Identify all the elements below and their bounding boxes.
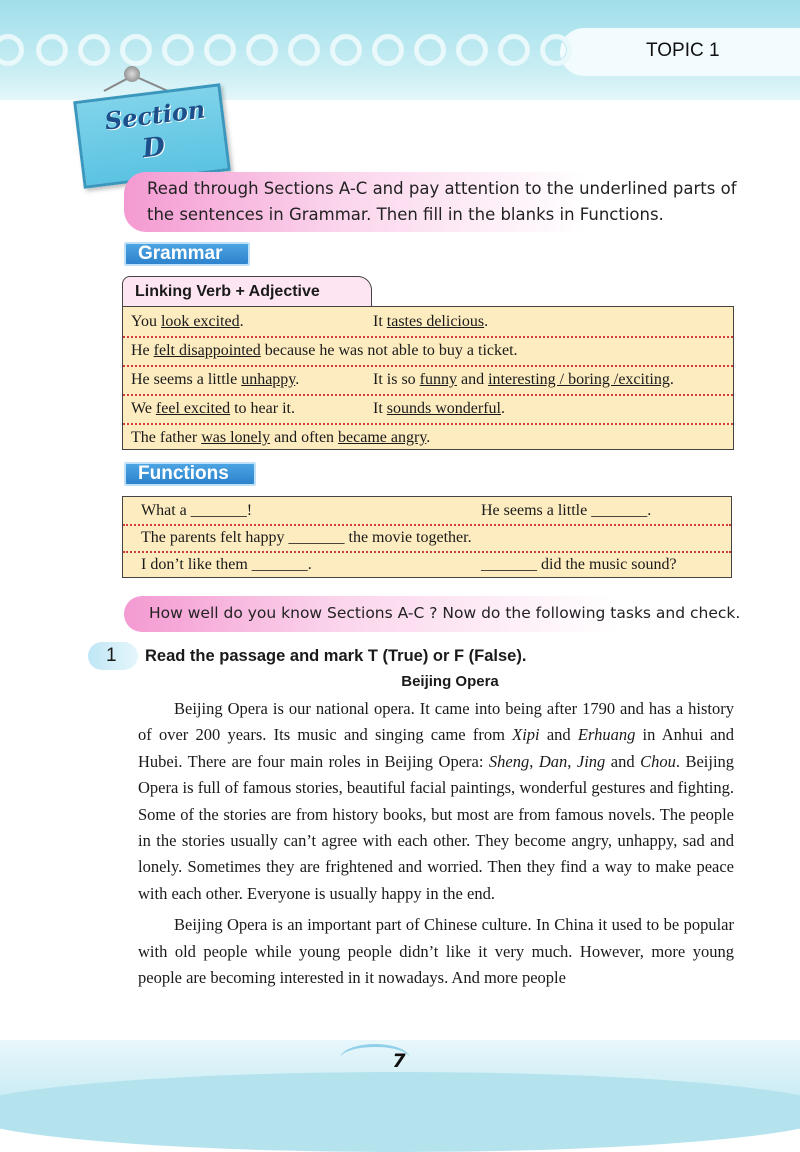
underlined-phrase: funny: [419, 371, 457, 388]
section-word: Section: [103, 94, 207, 136]
underlined-phrase: was lonely: [201, 429, 271, 446]
functions-left: The parents felt happy _______ the movie together.: [141, 529, 472, 546]
functions-left: I don’t like them _______.: [141, 556, 312, 573]
underlined-phrase: feel excited: [155, 400, 231, 417]
text-run: and often: [270, 429, 339, 446]
functions-row: [123, 497, 731, 526]
text-run: It is so: [373, 371, 420, 388]
italic-term: Erhuang: [577, 725, 636, 745]
grammar-table: [122, 306, 734, 450]
grammar-left: [131, 336, 518, 365]
text-run: .: [426, 429, 431, 446]
topic-label: TOPIC 1: [646, 40, 720, 61]
text-run: and: [539, 725, 578, 745]
text-run: and: [605, 751, 641, 771]
text-run: It: [373, 400, 387, 417]
grammar-left: [131, 423, 430, 452]
functions-row: [123, 524, 731, 553]
grammar-row: [123, 423, 733, 452]
text-run: .: [295, 371, 300, 388]
text-run: Beijing Opera is an important part of Chinese culture. In China it used to be popular with old people while young people didn’t like it very much. However, more young people are becoming interested in it nowadays. And more people: [138, 915, 734, 988]
passage-body: [138, 696, 734, 991]
text-run: .: [501, 400, 505, 417]
functions-right: _______ did the music sound?: [481, 556, 677, 573]
grammar-row: [123, 365, 733, 396]
grammar-left: [131, 394, 295, 423]
text-run: He seems a little: [131, 371, 242, 388]
section-letter: D: [140, 131, 167, 165]
instruction-text: Read through Sections A-C and pay attention to the underlined parts of the sentences in Grammar. Then fill in the blanks in Functions.: [147, 179, 737, 224]
grammar-heading: Linking Verb + Adjective: [122, 276, 372, 306]
text-run: Beijing Opera is our national opera. It came into being after 1790 and has a history of over 200 years. Its music and singing came from: [138, 699, 734, 745]
passage-paragraph: [138, 912, 734, 991]
grammar-row: [123, 336, 733, 367]
text-run: We: [131, 400, 156, 417]
text-run: in Anhui and Hubei. There are four main roles in Beijing Opera:: [138, 725, 734, 771]
text-run: . Beijing Opera is full of famous stories, beautiful facial paintings, wonderful gestures and fighting. Some of the stories are from history books, but most are from famous novels. The people in the stories usually can’t agree with each other. They become angry, unhappy, sad and lonely. Sometimes they are frightened and worried. Then they find a way to make peace with each other. Everyone is usually happy in the end.: [138, 751, 735, 903]
text-run: and: [457, 371, 489, 388]
text-run: It: [373, 313, 387, 330]
pin-icon: [124, 66, 140, 82]
grammar-right: [373, 394, 505, 423]
italic-term: Sheng: [488, 751, 530, 771]
italic-term: Chou: [640, 751, 676, 771]
text-run: ,: [567, 751, 577, 771]
grammar-right: [373, 365, 674, 394]
underlined-phrase: interesting / boring /exciting: [488, 371, 670, 388]
underlined-phrase: felt disappointed: [153, 342, 261, 359]
functions-right: He seems a little _______.: [481, 502, 652, 519]
grammar-row: [123, 307, 733, 338]
grammar-label: Grammar: [124, 242, 250, 266]
text-run: .: [239, 313, 244, 330]
underlined-phrase: unhappy: [241, 371, 296, 388]
grammar-left: [131, 365, 299, 394]
functions-label: Functions: [124, 462, 256, 486]
text-run: to hear it.: [230, 400, 295, 417]
underlined-phrase: sounds wonderful: [386, 400, 501, 417]
grammar-right: [373, 307, 488, 336]
passage-title: Beijing Opera: [401, 673, 499, 690]
underlined-phrase: tastes delicious: [386, 313, 485, 330]
page-number: 7: [392, 1050, 406, 1072]
text-run: because he was not able to buy a ticket.: [260, 342, 518, 359]
functions-row: [123, 551, 731, 578]
text-run: You: [131, 313, 161, 330]
underlined-phrase: became angry: [338, 429, 427, 446]
functions-table: [122, 496, 732, 578]
text-run: He: [131, 342, 154, 359]
text-run: .: [484, 313, 489, 330]
how-well-text: How well do you know Sections A-C ? Now do the following tasks and check.: [149, 604, 741, 622]
italic-term: Xipi: [512, 725, 540, 745]
task-instruction: Read the passage and mark T (True) or F (False).: [145, 647, 527, 665]
text-run: .: [669, 371, 674, 388]
text-run: The father: [131, 429, 202, 446]
text-run: ,: [529, 751, 539, 771]
functions-left: What a _______!: [141, 502, 253, 519]
underlined-phrase: look excited: [160, 313, 240, 330]
grammar-row: [123, 394, 733, 425]
bottom-wave: [0, 1072, 800, 1152]
italic-term: Jing: [576, 751, 606, 771]
grammar-left: [131, 307, 244, 336]
task-number-badge: 1: [88, 642, 138, 670]
passage-paragraph: [138, 696, 734, 907]
italic-term: Dan: [538, 751, 568, 771]
